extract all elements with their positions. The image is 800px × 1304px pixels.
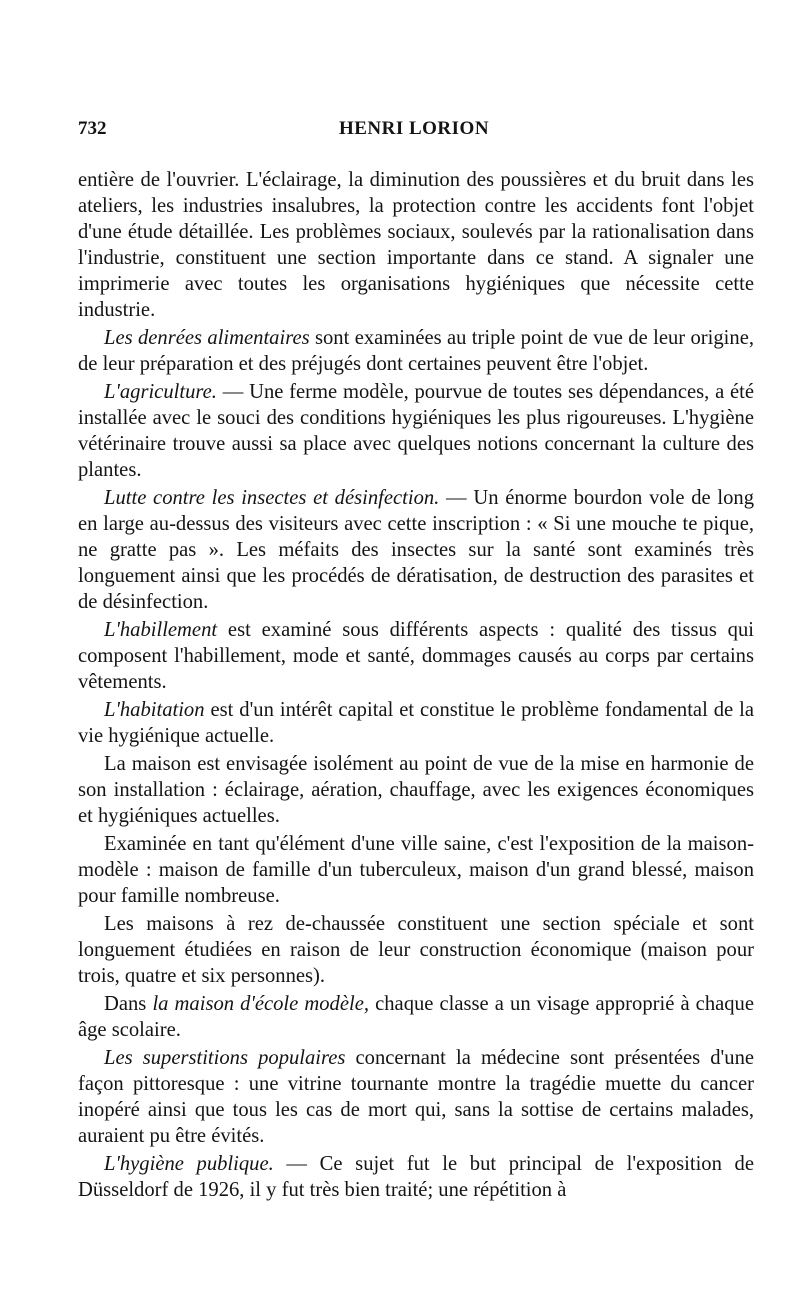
paragraph-text: — Une ferme modèle, pourvue de toutes ses dépendances, a été installée avec le souci des conditions hygiéniques les plus rigoureuses. L'hygiène vétérinaire trouve aussi sa place avec quelques notions concernant la culture des plantes. xyxy=(78,381,754,481)
paragraph-lead: L'habillement xyxy=(104,619,218,641)
paragraph xyxy=(78,167,754,323)
paragraph xyxy=(78,1151,754,1203)
paragraph-text: La maison est envisagée isolément au point de vue de la mise en harmonie de son installation : éclairage, aération, chauffage, avec les exigences économiques et hygiéniques actuelles. xyxy=(78,753,754,827)
paragraph xyxy=(78,911,754,989)
paragraph xyxy=(78,325,754,377)
paragraph-text: — Ce sujet fut le but principal de l'exposition de Düsseldorf de 1926, il y fut très bien traité; une répétition à xyxy=(78,1153,754,1201)
paragraph-lead: la maison d'école modèle, xyxy=(152,993,370,1015)
paragraph-text: entière de l'ouvrier. L'éclairage, la diminution des poussières et du bruit dans les ateliers, les industries insalubres, la protection contre les accidents font l'objet d'une étude détaillée. Les problèmes sociaux, soulevés par la rationalisation dans l'industrie, constituent une section importante dans ce stand. A signaler une imprimerie avec toutes les organisations hygiéniques que nécessite cette industrie. xyxy=(78,169,754,321)
running-header xyxy=(78,118,750,148)
paragraph-lead: L'agriculture. xyxy=(104,381,217,403)
paragraph-text: Examinée en tant qu'élément d'une ville saine, c'est l'exposition de la maison-modèle : maison de famille d'un tuberculeux, maison d'un grand blessé, maison pour famille nombreuse. xyxy=(78,833,754,907)
paragraph xyxy=(78,379,754,483)
paragraph xyxy=(78,1045,754,1149)
paragraph-text: chaque classe a un visage approprié à chaque âge scolaire. xyxy=(78,993,754,1041)
paragraph-text: est d'un intérêt capital et constitue le problème fondamental de la vie hygiénique actuelle. xyxy=(78,699,754,747)
paragraph-text: — Un énorme bourdon vole de long en large au-dessus des visiteurs avec cette inscription : « Si une mouche te pique, ne gratte pas ». Les méfaits des insectes sur la santé sont examinés très longuement ainsi que les procédés de dératisation, de destruction des parasites et de désinfection. xyxy=(78,487,754,613)
paragraph-lead: L'hygiène publique. xyxy=(104,1153,274,1175)
paragraph xyxy=(78,831,754,909)
page-body xyxy=(78,167,754,1203)
paragraph-text: Les maisons à rez de-chaussée constituent une section spéciale et sont longuement étudiées en raison de leur construction économique (maison pour trois, quatre et six personnes). xyxy=(78,913,754,987)
paragraph-lead: Les denrées alimentaires xyxy=(104,327,310,349)
paragraph xyxy=(78,991,754,1043)
paragraph-lead: Les superstitions populaires xyxy=(104,1047,346,1069)
paragraph xyxy=(78,697,754,749)
paragraph-pre: Dans xyxy=(104,993,153,1015)
paragraph-lead: L'habitation xyxy=(104,699,205,721)
paragraph-text: concernant la médecine sont présentées d'une façon pittoresque : une vitrine tournante montre la tragédie muette du cancer inopéré ainsi que tous les cas de mort qui, sans la sottise de certains malades, auraient pu être évités. xyxy=(78,1047,755,1147)
paragraph xyxy=(78,617,754,695)
page-number: 732 xyxy=(78,118,107,139)
running-title: HENRI LORION xyxy=(338,118,490,139)
paragraph xyxy=(78,485,754,615)
paragraph-text: est examiné sous différents aspects : qualité des tissus qui composent l'habillement, mode et santé, dommages causés au corps par certains vêtements. xyxy=(78,619,754,693)
paragraph-text: sont examinées au triple point de vue de leur origine, de leur préparation et des préjugés dont certaines peuvent être l'objet. xyxy=(78,327,754,375)
paragraph xyxy=(78,751,754,829)
paragraph-lead: Lutte contre les insectes et désinfection. xyxy=(104,487,440,509)
